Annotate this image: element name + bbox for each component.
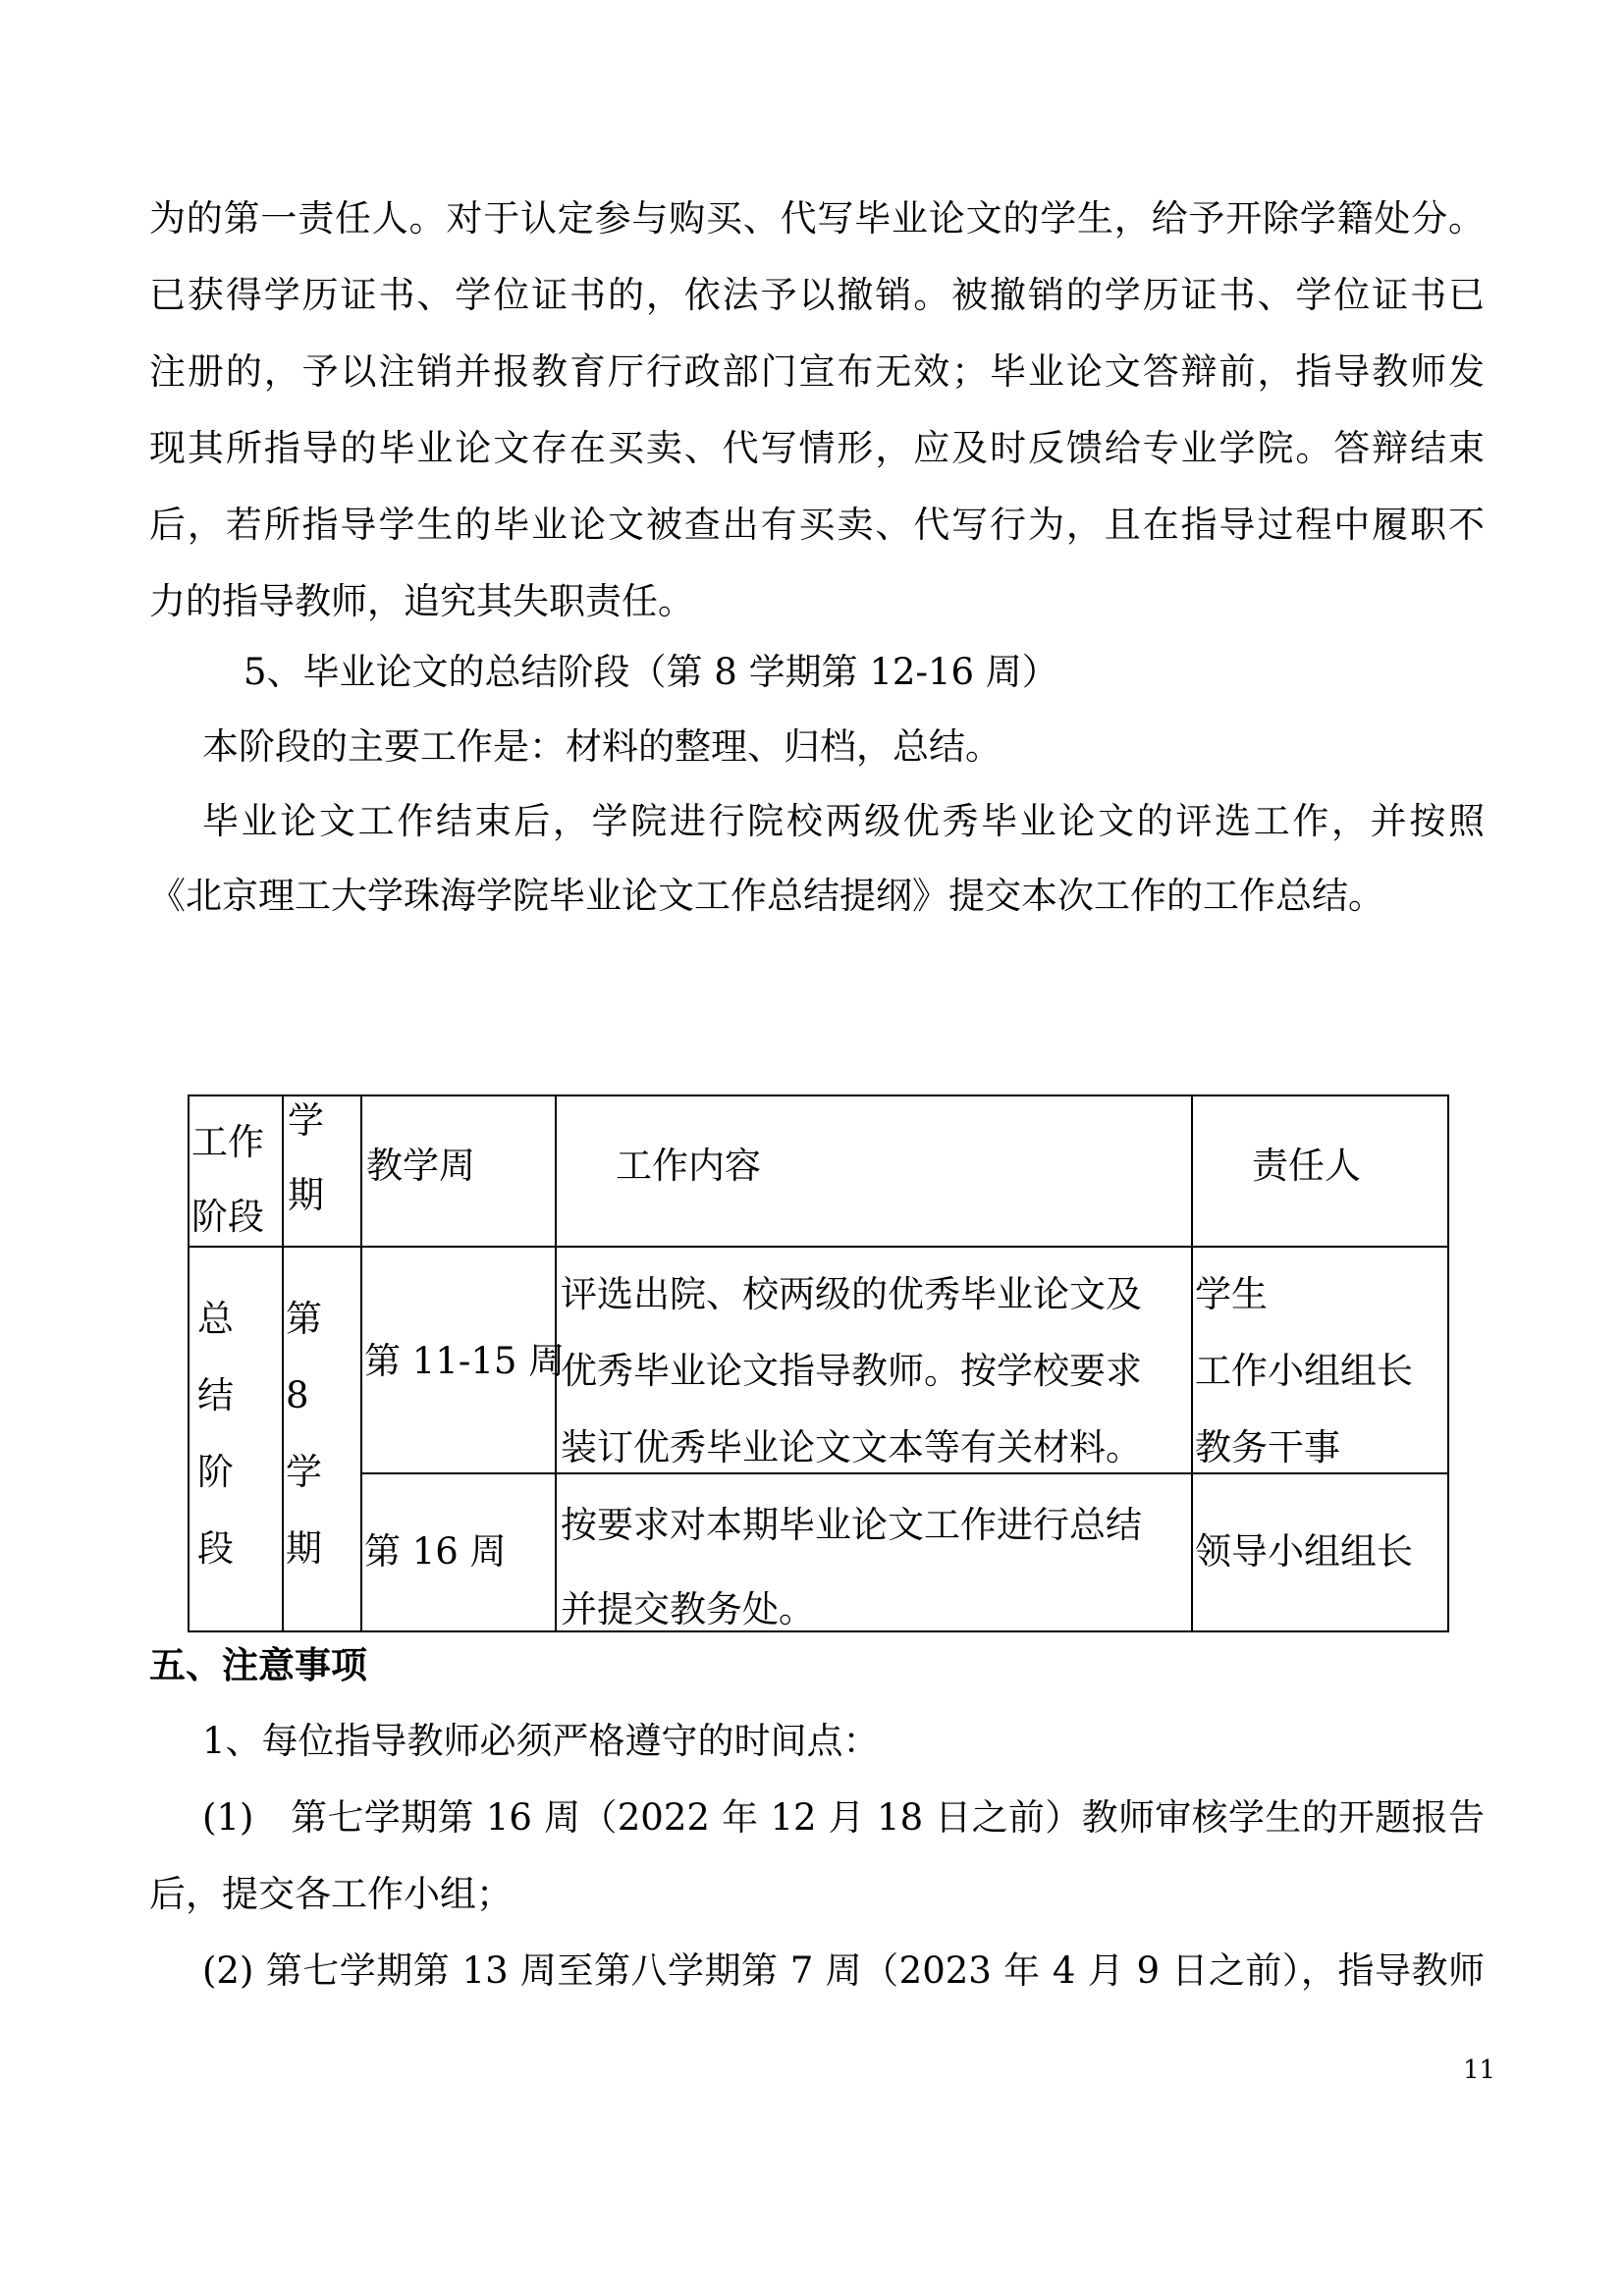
header-owner: 责任人: [1252, 1145, 1361, 1187]
row1-week: 第 11-15 周: [364, 1340, 566, 1382]
summary-stage-table: [188, 1095, 1447, 1630]
paragraph-line: 已获得学历证书、学位证书的，依法予以撤销。被撤销的学历证书、学位证书已: [149, 274, 1485, 316]
stage-cell: 总 结 阶 段: [197, 1298, 234, 1570]
note-item: 后，提交各工作小组；: [149, 1873, 513, 1915]
paragraph-line: 注册的，予以注销并报教育厅行政部门宣布无效；毕业论文答辩前，指导教师发: [149, 350, 1485, 393]
header-stage: 工作 阶段: [191, 1121, 264, 1238]
note-item: (1) 第七学期第 16 周（2022 年 12 月 18 日之前）教师审核学生的开题报告: [202, 1796, 1485, 1839]
paragraph-line: 现其所指导的毕业论文存在买卖、代写情形，应及时反馈给专业学院。答辩结束: [149, 427, 1485, 469]
page-number: 11: [1463, 2056, 1496, 2085]
paragraph-line: 力的指导教师，追究其失职责任。: [149, 580, 694, 622]
section-heading: 五、注意事项: [149, 1643, 367, 1686]
row2-week: 第 16 周: [364, 1530, 507, 1573]
stage5-heading: 5、毕业论文的总结阶段（第 8 学期第 12-16 周）: [244, 651, 1058, 693]
row2-owner: 领导小组组长: [1195, 1530, 1413, 1573]
row1-owner: 学生 工作小组组长 教务干事: [1195, 1273, 1413, 1468]
paragraph-line: 《北京理工大学珠海学院毕业论文工作总结提纲》提交本次工作的工作总结。: [149, 875, 1384, 917]
header-semester: 学 期: [288, 1099, 324, 1216]
header-work-content: 工作内容: [616, 1145, 761, 1187]
stage5-main-work: 本阶段的主要工作是：材料的整理、归档，总结。: [202, 725, 1001, 768]
paragraph-line: 毕业论文工作结束后，学院进行院校两级优秀毕业论文的评选工作，并按照: [202, 800, 1485, 842]
paragraph-line: 为的第一责任人。对于认定参与购买、代写毕业论文的学生，给予开除学籍处分。: [149, 197, 1485, 240]
paragraph-line: 后，若所指导学生的毕业论文被查出有买卖、代写行为，且在指导过程中履职不: [149, 504, 1485, 546]
note-item: (2) 第七学期第 13 周至第八学期第 7 周（2023 年 4 月 9 日之前），指导教师: [202, 1949, 1485, 1992]
row2-content: 按要求对本期毕业论文工作进行总结 并提交教务处。: [561, 1504, 1142, 1630]
row1-content: 评选出院、校两级的优秀毕业论文及 优秀毕业论文指导教师。按学校要求 装订优秀毕业论文文本等有关材料。: [561, 1273, 1142, 1468]
semester-cell: 第 8 学 期: [286, 1298, 322, 1570]
header-teaching-week: 教学周: [366, 1145, 475, 1187]
notes-intro: 1、每位指导教师必须严格遵守的时间点：: [202, 1720, 880, 1762]
